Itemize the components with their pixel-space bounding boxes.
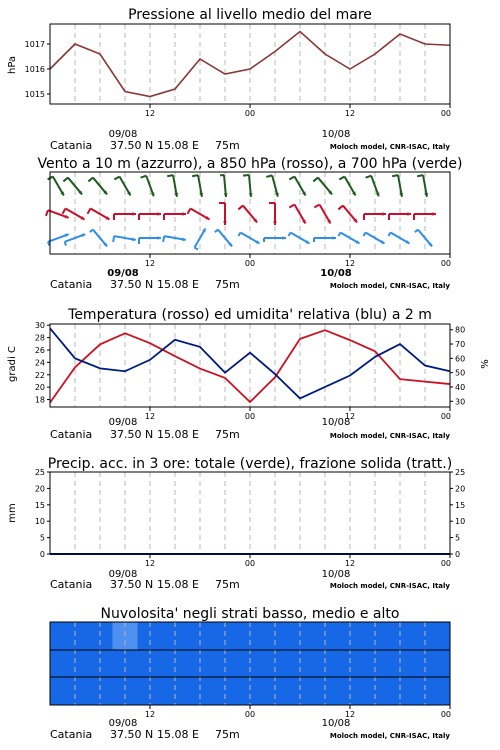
barb-head xyxy=(182,212,186,216)
pressure-footer xyxy=(50,139,450,152)
precip-ylabel: mm xyxy=(7,503,18,523)
wind-date-1: 09/08 xyxy=(107,268,139,279)
barb-feather xyxy=(238,233,240,236)
wind-barb-700hpa xyxy=(63,178,82,195)
y-tick-label: 20 xyxy=(34,484,45,494)
temperature-date-2: 10/08 xyxy=(321,417,351,428)
wind-barb-10m xyxy=(215,230,232,247)
wind-barb-10m xyxy=(90,230,107,247)
footer-lat: 37.50 N xyxy=(110,728,154,741)
pressure-date-1: 09/08 xyxy=(108,129,138,140)
precip-title: Precip. acc. in 3 ore: totale (verde), frazione solida (tratt.) xyxy=(47,456,453,472)
x-tick-label: 12 xyxy=(144,710,156,719)
barb-feather xyxy=(314,204,319,207)
x-tick-label: 00 xyxy=(440,412,451,421)
barb-feather xyxy=(243,175,249,176)
barb-head xyxy=(432,212,436,216)
wind-barb-10m xyxy=(363,233,384,244)
footer-lon: 15.08 E xyxy=(157,428,199,441)
precip-panel xyxy=(7,456,465,591)
pressure-panel xyxy=(7,7,451,152)
wind-barb-10m xyxy=(163,236,186,242)
cloud-panel xyxy=(50,606,451,741)
footer-lon: 15.08 E xyxy=(157,578,199,591)
x-tick-label: 00 xyxy=(440,710,451,719)
wind-barb-700hpa xyxy=(167,175,178,197)
wind-barb-850hpa xyxy=(289,204,305,223)
barb-feather xyxy=(63,178,68,182)
y-tick-label: 10 xyxy=(455,517,466,527)
y-tick-label: 1015 xyxy=(24,90,45,99)
barb-feather xyxy=(338,233,340,236)
x-tick-label: 12 xyxy=(144,259,156,268)
barb-feather xyxy=(392,175,398,176)
wind-barb-850hpa xyxy=(187,209,209,220)
barb-head xyxy=(382,212,386,216)
y-tick-label: 20 xyxy=(455,484,466,494)
footer-elev: 75m xyxy=(215,278,240,291)
barb-feather xyxy=(289,176,294,179)
barb-feather xyxy=(195,248,198,250)
barb-feather xyxy=(48,242,49,246)
footer-credit: Moloch model, CNR-ISAC, Italy xyxy=(329,582,450,590)
temperature-y-axis xyxy=(35,321,50,404)
pressure-ylabel: hPa xyxy=(7,55,18,75)
x-tick-label: 12 xyxy=(144,412,156,421)
wind-barb-850hpa xyxy=(219,203,227,225)
barb-feather xyxy=(163,236,164,242)
barb-head xyxy=(407,212,411,216)
pressure-title: Pressione al livello medio del mare xyxy=(128,7,372,23)
temperature-panel xyxy=(7,307,491,441)
barb-feather xyxy=(88,178,93,182)
humidity-ylabel: % xyxy=(480,359,491,369)
precip-y-axis-right xyxy=(450,468,465,559)
cloud-x-axis xyxy=(145,705,451,719)
wind-barb-700hpa xyxy=(366,176,380,197)
y-tick-label: 15 xyxy=(34,500,45,510)
barb-feather xyxy=(266,175,272,177)
x-tick-label: 12 xyxy=(344,259,356,268)
wind-barb-700hpa xyxy=(417,175,428,197)
y-tick-label: 30 xyxy=(34,321,45,331)
y-tick-label: 80 xyxy=(455,325,466,335)
y-tick-label: 5 xyxy=(455,533,461,543)
precip-grid xyxy=(75,472,425,554)
footer-credit: Moloch model, CNR-ISAC, Italy xyxy=(329,432,450,440)
footer-station: Catania xyxy=(50,578,93,591)
x-tick-label: 00 xyxy=(440,559,451,568)
wind-barb-850hpa xyxy=(87,209,109,220)
wind-x-axis xyxy=(145,254,451,268)
x-tick-label: 00 xyxy=(244,259,256,268)
x-tick-label: 00 xyxy=(244,710,256,719)
barb-feather xyxy=(65,242,66,246)
barb-feather xyxy=(313,178,318,182)
barb-feather xyxy=(46,210,48,216)
barb-feather xyxy=(113,236,114,242)
footer-elev: 75m xyxy=(215,578,240,591)
wind-footer xyxy=(50,278,450,291)
barb-feather xyxy=(87,209,90,214)
y-tick-label: 15 xyxy=(455,500,466,510)
footer-elev: 75m xyxy=(215,139,240,152)
y-tick-label: 25 xyxy=(455,468,466,477)
pressure-date-2: 10/08 xyxy=(321,129,351,140)
footer-station: Catania xyxy=(50,278,93,291)
footer-credit: Moloch model, CNR-ISAC, Italy xyxy=(329,732,450,740)
temperature-x-axis xyxy=(145,407,451,421)
humidity-y-axis xyxy=(450,326,465,407)
footer-lat: 37.50 N xyxy=(110,139,154,152)
footer-station: Catania xyxy=(50,728,93,741)
wind-barb-700hpa xyxy=(88,178,107,195)
wind-barb-700hpa xyxy=(266,175,278,196)
pressure-y-axis xyxy=(25,40,50,99)
y-tick-label: 5 xyxy=(39,533,45,543)
wind-barb-10m xyxy=(139,236,161,244)
wind-barb-10m xyxy=(388,233,409,244)
barb-feather xyxy=(339,176,344,179)
x-tick-label: 12 xyxy=(344,710,356,719)
y-tick-label: 0 xyxy=(455,550,461,559)
x-tick-label: 00 xyxy=(440,259,451,268)
temperature-title: Temperatura (rosso) ed umidita' relativa (blu) a 2 m xyxy=(68,307,432,323)
barb-feather xyxy=(238,206,243,210)
y-tick-label: 20 xyxy=(34,383,45,393)
footer-elev: 75m xyxy=(215,428,240,441)
wind-barb-700hpa xyxy=(289,176,305,195)
barb-feather xyxy=(167,175,173,176)
wind-barb-700hpa xyxy=(114,176,130,195)
barb-head xyxy=(157,236,161,240)
precip-x-axis xyxy=(145,554,451,568)
y-tick-label: 28 xyxy=(34,333,45,343)
wind-barb-10m xyxy=(113,236,136,242)
y-tick-label: 60 xyxy=(455,354,466,364)
y-tick-label: 18 xyxy=(34,395,45,405)
wind-barb-850hpa xyxy=(269,203,277,225)
precip-y-axis xyxy=(35,468,50,559)
temperature-date-1: 09/08 xyxy=(108,417,138,428)
wind-barb-700hpa xyxy=(243,175,252,197)
barb-head xyxy=(132,212,136,216)
y-tick-label: 26 xyxy=(34,346,45,356)
footer-elev: 75m xyxy=(215,728,240,741)
barb-head xyxy=(224,193,228,197)
footer-station: Catania xyxy=(50,428,93,441)
y-tick-label: 10 xyxy=(34,517,45,527)
barb-head xyxy=(282,236,286,240)
footer-lon: 15.08 E xyxy=(157,139,199,152)
wind-panel xyxy=(37,156,462,291)
x-tick-label: 00 xyxy=(244,412,256,421)
wind-barb-10m xyxy=(238,233,259,244)
barb-feather xyxy=(338,206,343,210)
wind-barbs xyxy=(46,175,436,249)
wind-barb-10m xyxy=(338,233,359,244)
barb-feather xyxy=(62,209,65,214)
x-tick-label: 00 xyxy=(440,109,451,118)
x-tick-label: 12 xyxy=(344,559,356,568)
footer-lat: 37.50 N xyxy=(110,278,154,291)
wind-title: Vento a 10 m (azzurro), a 850 hPa (rosso), a 700 hPa (verde) xyxy=(37,156,463,172)
x-tick-label: 12 xyxy=(144,559,156,568)
temperature-grid xyxy=(75,324,425,407)
wind-barb-850hpa xyxy=(238,206,257,223)
barb-feather xyxy=(192,175,198,176)
barb-feather xyxy=(366,176,372,178)
precip-date-1: 09/08 xyxy=(108,569,138,580)
footer-lon: 15.08 E xyxy=(157,728,199,741)
y-tick-label: 30 xyxy=(455,397,466,407)
barb-feather xyxy=(187,209,190,214)
temperature-footer xyxy=(50,428,450,441)
x-tick-label: 12 xyxy=(344,109,356,118)
footer-lat: 37.50 N xyxy=(110,428,154,441)
y-tick-label: 40 xyxy=(455,382,466,392)
wind-barb-10m xyxy=(288,233,309,244)
cloud-title: Nuvolosita' negli strati basso, medio e alto xyxy=(100,606,400,622)
barb-head xyxy=(332,236,336,240)
y-tick-label: 22 xyxy=(34,370,45,380)
wind-barb-700hpa xyxy=(313,178,332,195)
cloud-date-1: 09/08 xyxy=(108,718,138,729)
y-tick-label: 25 xyxy=(34,468,45,477)
barb-feather xyxy=(363,233,365,236)
cloud-date-2: 10/08 xyxy=(321,718,351,729)
y-tick-label: 0 xyxy=(39,550,45,559)
wind-barb-700hpa xyxy=(220,175,228,197)
barb-feather xyxy=(141,176,147,178)
footer-credit: Moloch model, CNR-ISAC, Italy xyxy=(329,282,450,290)
barb-head xyxy=(273,221,277,225)
barb-head xyxy=(223,221,227,225)
y-tick-label: 1016 xyxy=(24,65,45,74)
footer-lat: 37.50 N xyxy=(110,578,154,591)
y-tick-label: 70 xyxy=(455,340,466,350)
barb-feather xyxy=(289,204,294,207)
precip-footer xyxy=(50,578,450,591)
barb-feather xyxy=(415,230,418,233)
barb-feather xyxy=(288,233,290,236)
y-tick-label: 50 xyxy=(455,368,466,378)
wind-date-2: 10/08 xyxy=(320,268,352,279)
wind-barb-850hpa xyxy=(46,210,69,218)
barb-feather xyxy=(215,230,218,233)
x-tick-label: 00 xyxy=(244,559,256,568)
wind-barb-10m xyxy=(415,230,432,247)
y-tick-label: 24 xyxy=(34,358,45,368)
wind-barb-700hpa xyxy=(339,176,355,195)
footer-credit: Moloch model, CNR-ISAC, Italy xyxy=(329,143,450,151)
x-tick-label: 12 xyxy=(144,109,156,118)
cloud-footer xyxy=(50,728,450,741)
wind-barb-700hpa xyxy=(141,176,155,197)
wind-barb-850hpa xyxy=(314,204,330,223)
wind-barb-700hpa xyxy=(392,175,403,197)
precip-date-2: 10/08 xyxy=(321,569,351,580)
wind-barb-850hpa xyxy=(338,206,357,223)
footer-lon: 15.08 E xyxy=(157,278,199,291)
barb-feather xyxy=(388,233,390,236)
barb-head xyxy=(157,212,161,216)
barb-head xyxy=(249,193,253,197)
x-tick-label: 12 xyxy=(344,412,356,421)
temperature-ylabel: gradi C xyxy=(7,346,18,382)
barb-feather xyxy=(114,176,119,179)
barb-feather xyxy=(417,175,423,176)
x-tick-label: 00 xyxy=(244,109,256,118)
wind-barb-700hpa xyxy=(192,175,203,197)
footer-station: Catania xyxy=(50,139,93,152)
barb-feather xyxy=(90,230,93,233)
y-tick-label: 1017 xyxy=(24,40,45,49)
pressure-x-axis xyxy=(145,104,451,118)
